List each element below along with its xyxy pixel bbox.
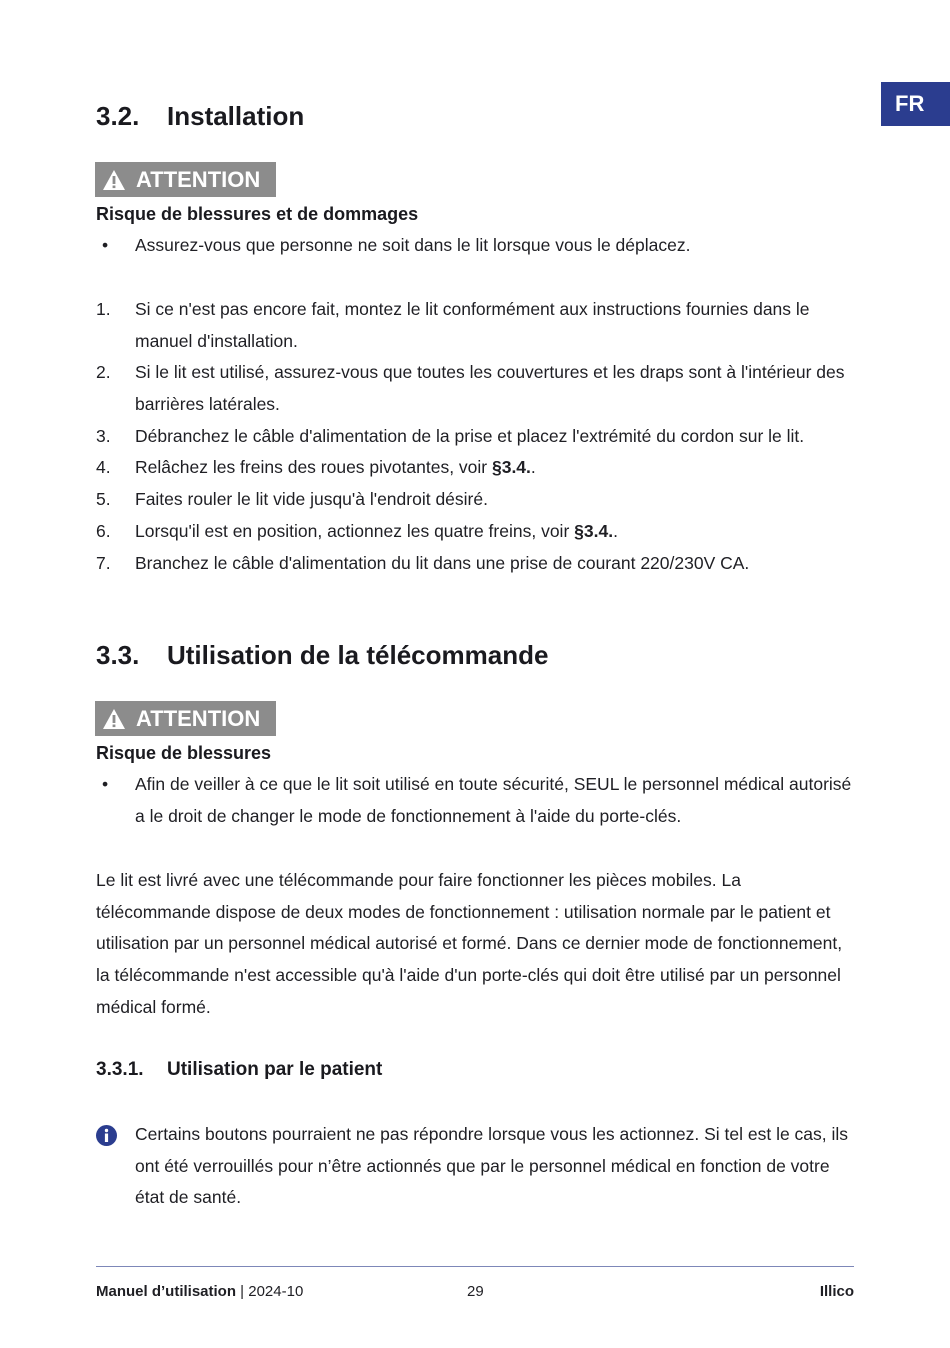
warning-bullet-text: Assurez-vous que personne ne soit dans le lit lorsque vous le déplacez. [135, 235, 691, 255]
section-title: Installation [167, 101, 305, 131]
step-number: 7. [96, 553, 111, 573]
info-icon [96, 1125, 117, 1146]
page-number: 29 [467, 1283, 484, 1300]
footer-date: 2024-10 [248, 1283, 304, 1300]
footer-manual-info [96, 1283, 303, 1300]
step-number: 2. [96, 362, 111, 382]
step-number: 4. [96, 457, 111, 477]
attention-label: ATTENTION [136, 166, 261, 192]
info-note [96, 1119, 856, 1214]
step-number: 5. [96, 489, 111, 509]
subsection-heading-patient [96, 1059, 382, 1081]
step-text: Si ce n'est pas encore fait, montez le lit conformément aux instructions fournies dans le manuel d'installation. [135, 299, 810, 351]
step-text: Relâchez les freins des roues pivotantes, voir §3.4.. [135, 457, 536, 477]
warning-triangle-icon [102, 708, 126, 730]
footer-manual-title: Manuel d’utilisation [96, 1283, 237, 1300]
warning-triangle-icon [102, 169, 126, 191]
list-item [96, 516, 856, 548]
list-item [96, 421, 856, 453]
warning-bullet [96, 769, 856, 832]
step-text: Débranchez le câble d'alimentation de la prise et placez l'extrémité du cordon sur le lit. [135, 426, 805, 446]
step-number: 3. [96, 426, 111, 446]
list-item [96, 548, 856, 580]
section-heading-remote [96, 640, 548, 671]
step-text: Lorsqu'il est en position, actionnez les quatre freins, voir §3.4.. [135, 521, 618, 541]
step-number: 6. [96, 521, 111, 541]
bullet-marker: • [102, 774, 109, 794]
section-number: 3.3. [96, 640, 140, 670]
section-title: Utilisation par le patient [167, 1059, 383, 1080]
list-item [96, 294, 856, 357]
step-text: Branchez le câble d'alimentation du lit dans une prise de courant 220/230V CA. [135, 553, 750, 573]
step-text: Faites rouler le lit vide jusqu'à l'endroit désiré. [135, 489, 488, 509]
language-tab: FR [881, 82, 950, 126]
footer-product-name: Illico [819, 1283, 854, 1300]
list-item [96, 357, 856, 420]
section-heading-installation [96, 101, 304, 132]
section-number: 3.2. [96, 101, 140, 131]
section-reference: §3.4. [574, 521, 614, 541]
step-number: 1. [96, 299, 111, 319]
list-item [96, 452, 856, 484]
bullet-marker: • [102, 235, 109, 255]
intro-paragraph: Le lit est livré avec une télécommande pour faire fonctionner les pièces mobiles. La télécommande dispose de deux modes de fonctionnement : utilisation normale par le patient et utilisation par un personnel médical autorisé et formé. Dans ce dernier mode de fonctionnement, la télécommande n'est accessible qu'à l'aide d'un porte-clés qui doit être utilisé par un personnel médical formé. [96, 870, 843, 1017]
step-text: Si le lit est utilisé, assurez-vous que toutes les couvertures et les draps sont à l'intérieur des barrières latérales. [135, 362, 845, 414]
warning-bullet [96, 230, 856, 262]
attention-banner [95, 701, 276, 736]
list-item [96, 484, 856, 516]
section-reference: §3.4. [491, 457, 531, 477]
attention-banner [95, 162, 276, 197]
section-number: 3.3.1. [96, 1059, 144, 1080]
risk-title: Risque de blessures et de dommages [96, 204, 419, 224]
footer-separator: | [236, 1283, 249, 1300]
footer-divider [96, 1266, 854, 1267]
warning-bullet-text: Afin de veiller à ce que le lit soit utilisé en toute sécurité, SEUL le personnel médical autorisé a le droit de changer le mode de fonctionnement à l'aide du porte-clés. [135, 774, 852, 826]
info-note-text: Certains boutons pourraient ne pas répondre lorsque vous les actionnez. Si tel est le cas, ils ont été verrouillés pour n’être actionnés que par le personnel médical en fonction de votre état de santé. [135, 1124, 849, 1208]
attention-label: ATTENTION [136, 705, 261, 731]
risk-title: Risque de blessures [96, 743, 272, 763]
section-title: Utilisation de la télécommande [167, 640, 549, 670]
